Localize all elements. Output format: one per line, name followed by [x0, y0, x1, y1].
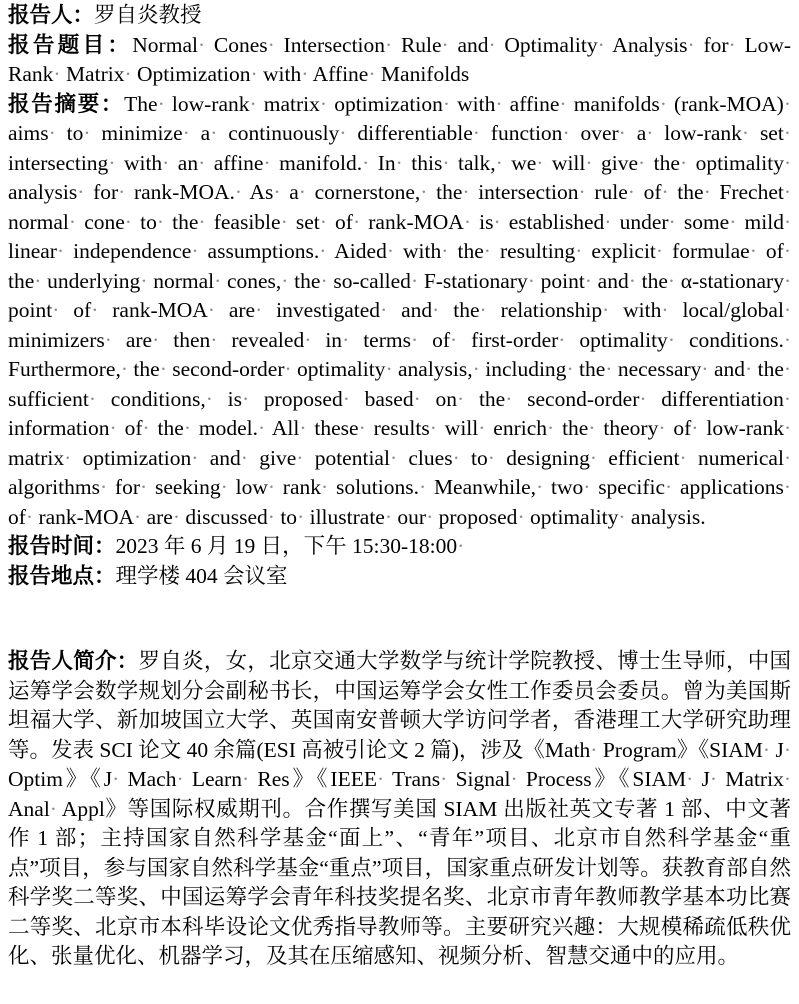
space-formatting-mark: · [450, 327, 458, 352]
space-formatting-mark: · [250, 62, 258, 86]
space-formatting-mark: · [296, 445, 304, 470]
text-run: 罗自炎教授 [94, 3, 202, 27]
space-formatting-mark: · [134, 504, 142, 529]
space-formatting-mark: · [679, 150, 688, 175]
space-formatting-mark: · [547, 416, 555, 440]
space-formatting-mark: · [376, 767, 385, 791]
space-formatting-mark: · [602, 298, 610, 322]
space-formatting-mark: · [342, 386, 350, 411]
space-formatting-mark: · [88, 386, 96, 411]
space-formatting-mark: · [25, 504, 34, 529]
text-run: Math· Program [544, 737, 677, 762]
document-body [8, 1, 791, 972]
space-formatting-mark: · [618, 504, 626, 529]
text-run: J· Mach· Learn· Res [103, 767, 290, 791]
space-formatting-mark: · [205, 386, 213, 411]
space-formatting-mark: · [68, 209, 77, 234]
space-formatting-mark: · [452, 445, 460, 470]
space-formatting-mark: · [762, 737, 771, 762]
paragraph-time [8, 532, 791, 562]
space-formatting-mark: · [585, 150, 593, 175]
space-formatting-mark: · [510, 767, 518, 791]
space-formatting-mark: · [358, 416, 366, 440]
space-formatting-mark: · [384, 504, 393, 529]
space-formatting-mark: · [197, 32, 206, 57]
space-formatting-mark: · [472, 357, 480, 381]
space-formatting-mark: · [583, 475, 591, 499]
space-formatting-mark: · [558, 327, 566, 352]
space-formatting-mark: · [604, 209, 612, 234]
space-formatting-mark: · [429, 416, 437, 440]
space-formatting-mark: · [658, 416, 666, 440]
space-formatting-mark: · [479, 298, 487, 322]
space-formatting-mark: · [298, 180, 306, 204]
space-formatting-mark: · [661, 180, 669, 204]
space-formatting-mark: · [395, 150, 403, 175]
paragraph-title [8, 31, 791, 90]
space-formatting-mark: · [319, 91, 328, 116]
space-formatting-mark: · [584, 268, 592, 293]
space-formatting-mark: · [420, 180, 428, 204]
space-formatting-mark: · [152, 327, 160, 352]
space-formatting-mark: · [198, 209, 206, 234]
space-formatting-mark: · [668, 209, 676, 234]
space-formatting-mark: · [487, 445, 495, 470]
space-formatting-mark: · [214, 268, 222, 293]
space-formatting-mark: · [462, 180, 470, 204]
space-formatting-mark: · [783, 268, 792, 293]
space-formatting-mark: · [176, 767, 184, 791]
space-formatting-mark: · [686, 767, 694, 791]
space-formatting-mark: · [783, 475, 792, 499]
text-run: SIAM· J· Matrix· Anal· Appl [8, 767, 791, 821]
text-run: The· low-rank· matrix· optimization· with· affine· manifolds· (rank-MOA)· aims· to· minimize· a· continuously· differentiable· function· over· a· low-rank· set· intersecting· with· an· affine· manifold.· In· this· talk,· we· will· give· the· optimality· analysis· for· rank-MOA.· As· a· cornerstone,· the· intersection· rule· of· the· Frechet· normal· cone· to· the· feasible· set· of· rank-MOA· is· established· under· some· mild· linear· independence· assumptions.· Aided· with· the· resulting· explicit· formulae· of· the· underlying· normal· cones,· the· so-called· F-stationary· point· and· the· α-stationary· point· of· rank-MOA· are· investigated· and· the· relationship· with· local/global· minimizers· are· then· revealed· in· terms· of· first-order· optimality· conditions.· Furthermore,· the· second-order· optimality· analysis,· including· the· necessary· and· the· sufficient· conditions,· is· proposed· based· on· the· second-order· differentiation· information· of· the· model.· All· these· results· will· enrich· the· theory· of· low-rank· matrix· optimization· and· give· potential· clues· to· designing· efficient· numerical· algorithms· for· seeking· low· rank· solutions.· Meanwhile,· two· specific· applications· of· rank-MOA· are· discussed· to· illustrate· our· proposed· optimality· analysis. [8, 91, 792, 529]
space-formatting-mark: · [413, 386, 421, 411]
text-run: 》《 [591, 767, 633, 791]
space-formatting-mark: · [783, 737, 792, 762]
text-run: 2023 年 6 月 19 日，下午 15:30-18:00 [115, 534, 458, 558]
space-formatting-mark: · [241, 767, 250, 791]
space-formatting-mark: · [442, 150, 450, 175]
space-formatting-mark: · [729, 209, 737, 234]
space-formatting-mark: · [687, 32, 695, 57]
space-formatting-mark: · [442, 91, 451, 116]
space-formatting-mark: · [352, 209, 361, 234]
space-formatting-mark: · [120, 357, 129, 381]
bold-label: 报告摘要： [8, 91, 125, 116]
space-formatting-mark: · [646, 121, 654, 145]
space-formatting-mark: · [783, 150, 792, 175]
space-formatting-mark: · [441, 32, 449, 57]
space-formatting-mark: · [319, 209, 327, 234]
space-formatting-mark: · [386, 239, 394, 263]
space-formatting-mark: · [661, 298, 669, 322]
space-formatting-mark: · [198, 150, 206, 175]
text-run: 》《 [62, 767, 104, 791]
space-formatting-mark: · [273, 180, 281, 204]
space-formatting-mark: · [124, 209, 132, 234]
paragraph-venue [8, 562, 791, 592]
space-formatting-mark: · [389, 445, 398, 470]
space-formatting-mark: · [299, 416, 307, 440]
space-formatting-mark: · [703, 180, 711, 204]
text-run: IEEE· Trans· Signal· Process [330, 767, 592, 791]
space-formatting-mark: · [297, 504, 305, 529]
space-formatting-mark: · [472, 121, 480, 145]
space-formatting-mark: · [77, 180, 85, 204]
space-formatting-mark: · [628, 268, 636, 293]
paragraph-abstract [8, 90, 791, 533]
space-formatting-mark: · [783, 209, 792, 234]
space-formatting-mark: · [783, 121, 791, 145]
space-formatting-mark: · [418, 475, 427, 499]
space-formatting-mark: · [342, 327, 350, 352]
space-formatting-mark: · [410, 327, 419, 352]
space-formatting-mark: · [536, 475, 544, 499]
space-formatting-mark: · [457, 386, 465, 411]
space-formatting-mark: · [783, 386, 792, 411]
space-formatting-mark: · [441, 239, 449, 263]
space-formatting-mark: · [267, 32, 275, 57]
space-formatting-mark: · [320, 268, 328, 293]
space-formatting-mark: · [368, 62, 376, 86]
space-formatting-mark: · [783, 298, 792, 322]
space-formatting-mark: · [575, 239, 583, 263]
space-formatting-mark: · [263, 150, 271, 175]
space-formatting-mark: · [83, 121, 91, 145]
space-formatting-mark: · [566, 357, 574, 381]
space-formatting-mark: · [183, 416, 191, 440]
space-formatting-mark: · [655, 239, 664, 263]
space-formatting-mark: · [267, 475, 276, 499]
space-formatting-mark: · [210, 327, 218, 352]
space-formatting-mark: · [745, 357, 753, 381]
space-formatting-mark: · [605, 357, 613, 381]
space-formatting-mark: · [589, 445, 597, 470]
space-formatting-mark: · [488, 32, 496, 57]
space-formatting-mark: · [241, 386, 250, 411]
space-formatting-mark: · [104, 327, 112, 352]
space-formatting-mark: · [339, 121, 347, 145]
space-formatting-mark: · [783, 327, 792, 352]
space-formatting-mark: · [284, 357, 292, 381]
space-formatting-mark: · [749, 239, 757, 263]
space-formatting-mark: · [590, 737, 598, 762]
space-formatting-mark: · [191, 445, 199, 470]
space-formatting-mark: · [267, 504, 275, 529]
space-formatting-mark: · [162, 150, 170, 175]
space-formatting-mark: · [49, 796, 57, 821]
space-formatting-mark: · [495, 150, 503, 175]
space-formatting-mark: · [118, 180, 126, 204]
space-formatting-mark: · [362, 150, 370, 175]
space-formatting-mark: · [220, 475, 228, 499]
space-formatting-mark: · [140, 268, 148, 293]
space-formatting-mark: · [432, 298, 440, 322]
paragraph-speaker [8, 1, 791, 31]
space-formatting-mark: · [588, 416, 596, 440]
space-formatting-mark: · [667, 268, 676, 293]
space-formatting-mark: · [257, 416, 266, 440]
space-formatting-mark: · [578, 180, 586, 204]
space-formatting-mark: · [667, 327, 675, 352]
space-formatting-mark: · [463, 209, 471, 234]
space-formatting-mark: · [108, 150, 116, 175]
space-formatting-mark: · [182, 121, 190, 145]
space-formatting-mark: · [639, 386, 647, 411]
space-formatting-mark: · [457, 534, 465, 558]
space-formatting-mark: · [783, 91, 792, 116]
bold-label: 报告人简介： [8, 649, 139, 673]
text-run: SIAM· J· Optim [8, 737, 792, 791]
space-formatting-mark: · [281, 268, 289, 293]
space-formatting-mark: · [559, 91, 567, 116]
space-formatting-mark: · [53, 62, 61, 86]
space-formatting-mark: · [679, 445, 687, 470]
space-formatting-mark: · [157, 91, 165, 116]
space-formatting-mark: · [112, 767, 120, 791]
text-run: 》《 [289, 767, 331, 791]
space-formatting-mark: · [536, 150, 544, 175]
space-formatting-mark: · [440, 767, 448, 791]
space-formatting-mark: · [691, 416, 699, 440]
space-formatting-mark: · [48, 121, 56, 145]
space-formatting-mark: · [665, 475, 673, 499]
space-formatting-mark: · [380, 298, 388, 322]
space-formatting-mark: · [741, 121, 750, 145]
space-formatting-mark: · [410, 268, 419, 293]
space-formatting-mark: · [493, 209, 501, 234]
space-formatting-mark: · [109, 416, 117, 440]
space-formatting-mark: · [701, 357, 709, 381]
space-formatting-mark: · [142, 416, 150, 440]
space-formatting-mark: · [385, 32, 393, 57]
space-formatting-mark: · [234, 180, 243, 204]
space-formatting-mark: · [240, 445, 248, 470]
paragraph-bio [8, 647, 791, 972]
space-formatting-mark: · [709, 767, 718, 791]
space-formatting-mark: · [56, 239, 65, 263]
space-formatting-mark: · [783, 445, 792, 470]
space-formatting-mark: · [627, 180, 635, 204]
space-formatting-mark: · [280, 209, 288, 234]
space-formatting-mark: · [426, 504, 434, 529]
space-formatting-mark: · [783, 767, 791, 791]
space-formatting-mark: · [99, 475, 108, 499]
space-formatting-mark: · [517, 504, 525, 529]
text-run: 理学楼 404 会议室 [115, 563, 288, 588]
space-formatting-mark: · [597, 32, 605, 57]
space-formatting-mark: · [91, 298, 99, 322]
text-run: 》《 [676, 737, 710, 762]
space-formatting-mark: · [638, 150, 646, 175]
space-formatting-mark: · [495, 91, 503, 116]
space-formatting-mark: · [249, 91, 257, 116]
space-formatting-mark: · [159, 357, 167, 381]
space-formatting-mark: · [618, 121, 626, 145]
space-formatting-mark: · [562, 121, 570, 145]
space-formatting-mark: · [140, 475, 148, 499]
text-run [457, 534, 464, 558]
space-formatting-mark: · [191, 239, 199, 263]
space-formatting-mark: · [52, 298, 60, 322]
space-formatting-mark: · [301, 62, 309, 86]
bold-label: 报告地点： [8, 563, 116, 588]
bold-label: 报告时间： [8, 534, 116, 558]
bold-label: 报告人： [8, 3, 95, 27]
space-formatting-mark: · [783, 239, 791, 263]
space-formatting-mark: · [783, 416, 792, 440]
text-run: 》等国际权威期刊。合作撰写美国 SIAM 出版社英文专著 1 部、中文著作 1 部；主持国家自然科学基金“面上”、“青年”项目、北京市自然科学基金“重点”项目，参与国家自然科学基金“重点”项目，国家重点研发计划等。获教育部自然科学奖二等奖、中国运筹学会青年科技奖提名奖、北京市青年教师教学基本功比赛二等奖、北京市本科毕设论文优秀指导教师等。主要研究兴趣：大规模稀疏低秩优化、张量优化、机器学习，及其在压缩感知、视频分析、智慧交通中的应用。 [8, 796, 791, 968]
space-formatting-mark: · [527, 268, 535, 293]
space-formatting-mark: · [34, 268, 42, 293]
space-formatting-mark: · [172, 504, 180, 529]
space-formatting-mark: · [255, 298, 263, 322]
space-formatting-mark: · [319, 239, 327, 263]
bold-label: 报告题目： [8, 32, 133, 57]
space-formatting-mark: · [478, 416, 486, 440]
space-formatting-mark: · [64, 445, 72, 470]
text-run: Normal· Cones· Intersection· Rule· and· Optimality· Analysis· for· Low-Rank· Matrix· Optimization· with· Affine· Manifolds [8, 32, 792, 86]
space-formatting-mark: · [659, 91, 667, 116]
space-formatting-mark: · [728, 32, 736, 57]
space-formatting-mark: · [321, 475, 329, 499]
space-formatting-mark: · [207, 298, 215, 322]
space-formatting-mark: · [156, 209, 164, 234]
space-formatting-mark: · [783, 357, 792, 381]
space-formatting-mark: · [210, 121, 218, 145]
space-formatting-mark: · [124, 62, 132, 86]
space-formatting-mark: · [304, 327, 312, 352]
text-run: 罗自炎，女，北京交通大学数学与统计学院教授、博士生导师，中国运筹学会数学规划分会副秘书长，中国运筹学会女性工作委员会委员。曾为美国斯坦福大学、新加坡国立大学、英国南安普顿大学访问学者，香港理工大学研究助理等。发表 SCI 论文 40 余篇(ESI 高被引论文 2 篇)，涉及《 [8, 649, 791, 762]
space-formatting-mark: · [483, 239, 491, 263]
space-formatting-mark: · [385, 357, 393, 381]
space-formatting-mark: · [783, 180, 792, 204]
space-formatting-mark: · [505, 386, 513, 411]
